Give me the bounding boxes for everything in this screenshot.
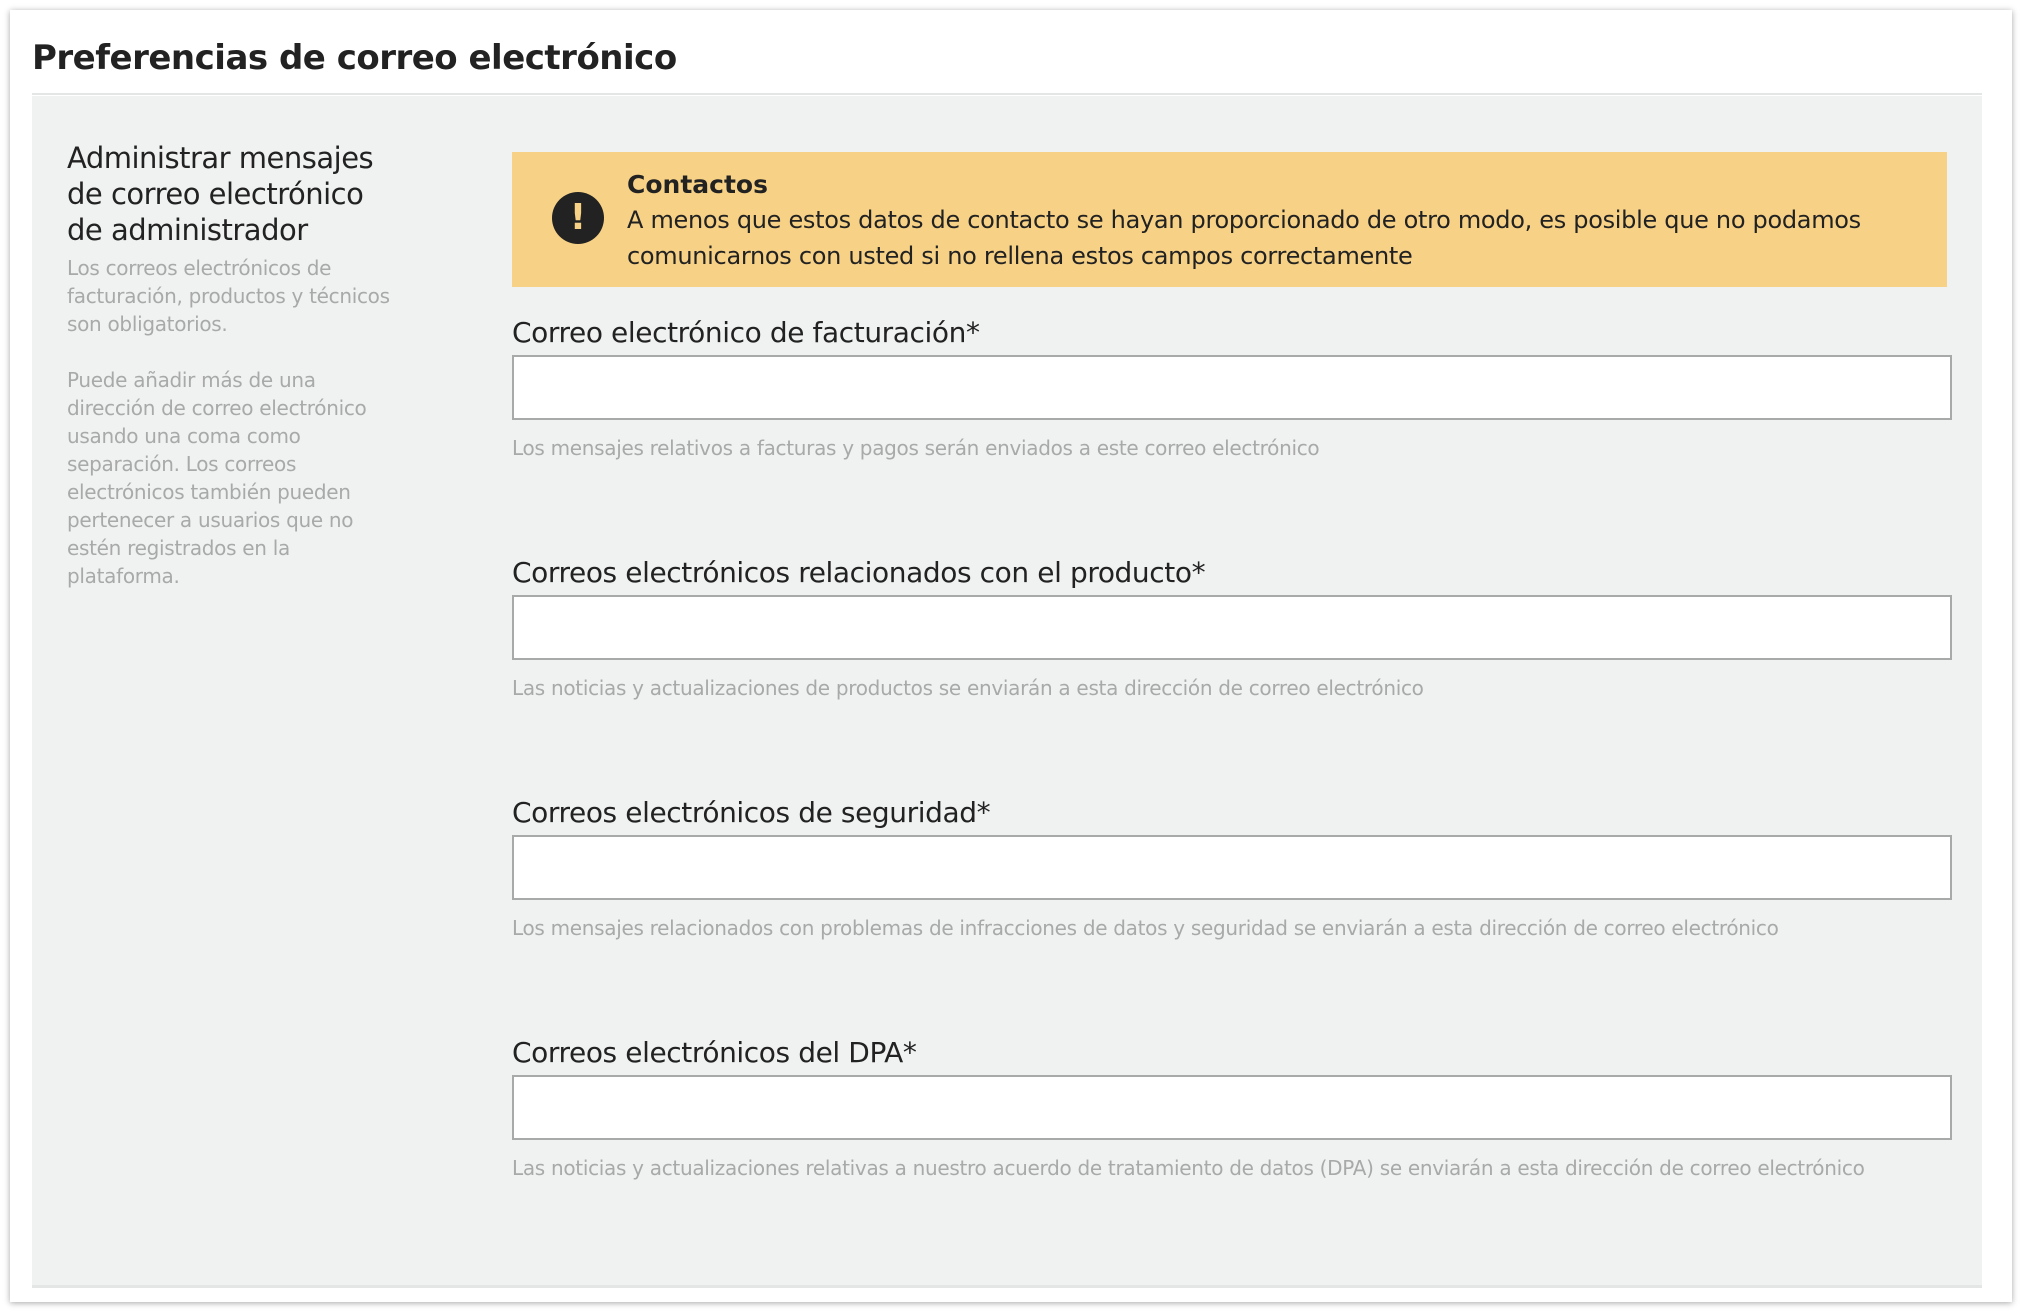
page-title: Preferencias de correo electrónico bbox=[32, 38, 677, 78]
settings-panel bbox=[32, 96, 1982, 1288]
dpa-email-input[interactable] bbox=[512, 1075, 1952, 1140]
sidebar-description bbox=[67, 140, 407, 590]
dpa-email-field bbox=[512, 1035, 1952, 1186]
divider bbox=[32, 93, 1982, 95]
alert-title: Contactos bbox=[627, 170, 768, 199]
security-email-field bbox=[512, 795, 1952, 946]
section-heading: Administrar mensajes de correo electrónico de administrador bbox=[67, 141, 374, 247]
alert-text: A menos que estos datos de contacto se hayan proporcionado de otro modo, es posible que no podamos comunicarnos con usted si no rellena estos campos correctamente bbox=[627, 206, 1861, 270]
field-label: Correos electrónicos del DPA* bbox=[512, 1036, 917, 1069]
email-preferences-card bbox=[10, 10, 2012, 1302]
field-label: Correos electrónicos de seguridad* bbox=[512, 796, 991, 829]
billing-email-field bbox=[512, 315, 1952, 466]
section-description: Los correos electrónicos de facturación, productos y técnicos son obligatorios. bbox=[67, 256, 390, 336]
field-label: Correos electrónicos relacionados con el producto* bbox=[512, 556, 1206, 589]
field-help: Los mensajes relativos a facturas y pagos serán enviados a este correo electrónico bbox=[512, 436, 1320, 460]
field-help: Los mensajes relacionados con problemas de infracciones de datos y seguridad se enviarán a esta dirección de correo electrónico bbox=[512, 916, 1779, 940]
contacts-alert bbox=[512, 152, 1947, 287]
product-email-field bbox=[512, 555, 1952, 706]
field-label: Correo electrónico de facturación* bbox=[512, 316, 980, 349]
exclamation-icon: ! bbox=[552, 192, 604, 244]
field-help: Las noticias y actualizaciones de productos se enviarán a esta dirección de correo electrónico bbox=[512, 676, 1424, 700]
security-email-input[interactable] bbox=[512, 835, 1952, 900]
field-help: Las noticias y actualizaciones relativas a nuestro acuerdo de tratamiento de datos (DPA) se enviarán a esta dirección de correo electrónico bbox=[512, 1156, 1865, 1180]
billing-email-input[interactable] bbox=[512, 355, 1952, 420]
section-description: Puede añadir más de una dirección de correo electrónico usando una coma como separación. Los correos electrónicos también pueden pertenecer a usuarios que no estén registrados en la plataforma. bbox=[67, 368, 367, 588]
product-email-input[interactable] bbox=[512, 595, 1952, 660]
